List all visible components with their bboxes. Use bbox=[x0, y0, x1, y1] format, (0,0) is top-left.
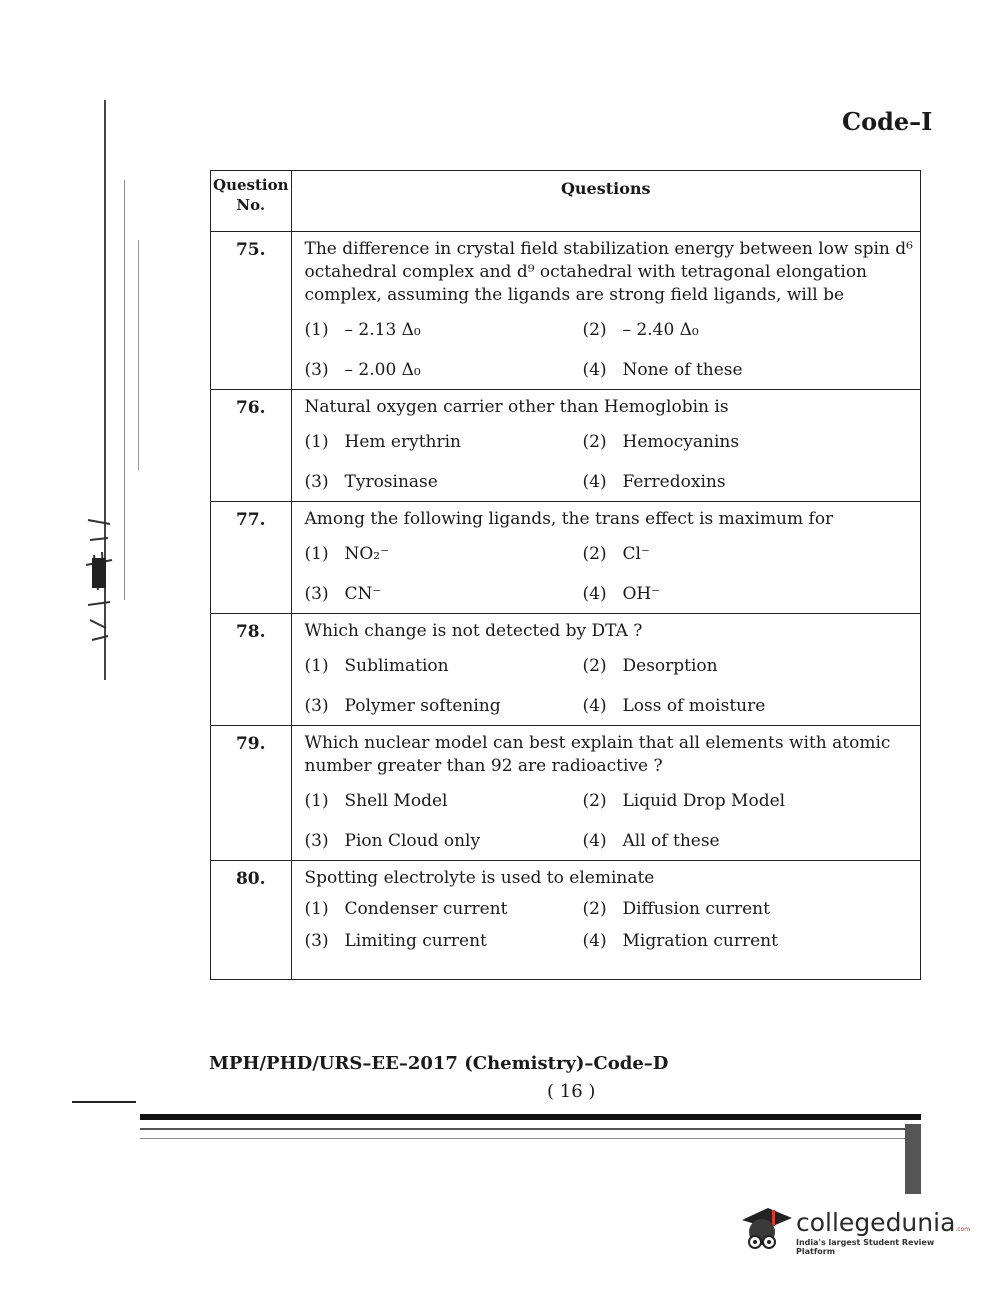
question-row bbox=[211, 232, 921, 390]
option-text: – 2.00 Δ₀ bbox=[344, 360, 421, 380]
scan-rule bbox=[72, 1101, 136, 1103]
questions-table bbox=[210, 170, 921, 980]
option bbox=[583, 359, 921, 381]
question-number: 79. bbox=[211, 726, 292, 861]
option bbox=[305, 319, 583, 341]
option-text: Shell Model bbox=[344, 791, 448, 811]
option-text: Hem erythrin bbox=[344, 432, 461, 452]
question-number-header: Question No. bbox=[211, 171, 292, 232]
option-number: (3) bbox=[304, 931, 329, 951]
option bbox=[305, 431, 583, 453]
option-number: (4) bbox=[582, 831, 607, 851]
option bbox=[305, 830, 583, 852]
option-text: OH⁻ bbox=[622, 584, 661, 604]
question-body bbox=[291, 726, 921, 861]
option bbox=[583, 830, 921, 852]
brand-text bbox=[796, 1208, 970, 1256]
options-grid bbox=[305, 543, 921, 605]
question-body bbox=[291, 614, 921, 726]
option-number: (3) bbox=[304, 696, 329, 716]
option bbox=[583, 790, 921, 812]
margin-line bbox=[138, 240, 139, 470]
option-number: (2) bbox=[582, 791, 607, 811]
option-text: All of these bbox=[622, 831, 720, 851]
mascot-icon bbox=[738, 1198, 794, 1256]
option-text: Loss of moisture bbox=[622, 696, 766, 716]
question-text: Among the following ligands, the trans effect is maximum for bbox=[304, 509, 834, 529]
question-row bbox=[211, 614, 921, 726]
options-grid bbox=[305, 790, 921, 852]
option bbox=[583, 431, 921, 453]
question-text: Spotting electrolyte is used to eleminate bbox=[304, 868, 655, 888]
option-text: Desorption bbox=[622, 656, 718, 676]
option-number: (2) bbox=[582, 320, 607, 340]
brand-name-line bbox=[796, 1208, 970, 1237]
brand-tagline: India's largest Student Review Platform bbox=[796, 1238, 935, 1256]
option-text: Sublimation bbox=[344, 656, 449, 676]
question-body bbox=[291, 390, 921, 502]
question-text: Which nuclear model can best explain that all elements with atomic number greater than 92 are radioactive ? bbox=[304, 733, 891, 776]
option-text: Ferredoxins bbox=[622, 472, 726, 492]
option-text: Cl⁻ bbox=[622, 544, 650, 564]
option-text: Liquid Drop Model bbox=[622, 791, 786, 811]
code-label: Code–I bbox=[842, 107, 933, 136]
option-number: (4) bbox=[582, 584, 607, 604]
margin-stamp bbox=[80, 510, 120, 670]
option-text: – 2.13 Δ₀ bbox=[344, 320, 421, 340]
option bbox=[305, 695, 583, 717]
question-row bbox=[211, 861, 921, 980]
option-number: (1) bbox=[304, 432, 329, 452]
option-text: – 2.40 Δ₀ bbox=[622, 320, 699, 340]
option-text: Limiting current bbox=[344, 931, 487, 951]
scan-rule bbox=[140, 1114, 921, 1120]
option bbox=[305, 359, 583, 381]
question-text: Which change is not detected by DTA ? bbox=[304, 621, 643, 641]
option bbox=[305, 471, 583, 493]
option-number: (2) bbox=[582, 432, 607, 452]
option bbox=[583, 695, 921, 717]
brand-name: collegedunia bbox=[796, 1208, 956, 1237]
options-grid bbox=[305, 898, 921, 952]
option-text: Diffusion current bbox=[622, 899, 770, 919]
scan-shadow bbox=[905, 1124, 921, 1194]
scan-rule bbox=[140, 1138, 921, 1139]
options-grid bbox=[305, 655, 921, 717]
option-number: (1) bbox=[304, 320, 329, 340]
option bbox=[583, 583, 921, 605]
option bbox=[305, 543, 583, 565]
table-header-row bbox=[211, 171, 921, 232]
question-text: Natural oxygen carrier other than Hemoglobin is bbox=[304, 397, 729, 417]
option-number: (2) bbox=[582, 899, 607, 919]
option bbox=[305, 655, 583, 677]
option bbox=[305, 790, 583, 812]
question-number: 76. bbox=[211, 390, 292, 502]
question-number: 77. bbox=[211, 502, 292, 614]
option-number: (3) bbox=[304, 360, 329, 380]
question-body bbox=[291, 502, 921, 614]
question-number: 75. bbox=[211, 232, 292, 390]
option-number: (1) bbox=[304, 544, 329, 564]
question-body bbox=[291, 232, 921, 390]
option-text: None of these bbox=[622, 360, 743, 380]
options-grid bbox=[305, 319, 921, 381]
question-number: 78. bbox=[211, 614, 292, 726]
option bbox=[583, 930, 921, 952]
option bbox=[305, 930, 583, 952]
option-text: NO₂⁻ bbox=[344, 544, 390, 564]
page-number: ( 16 ) bbox=[547, 1081, 596, 1102]
option-number: (3) bbox=[304, 584, 329, 604]
option-text: Polymer softening bbox=[344, 696, 501, 716]
question-row bbox=[211, 726, 921, 861]
option-text: Migration current bbox=[622, 931, 778, 951]
options-grid bbox=[305, 431, 921, 493]
option-text: Condenser current bbox=[344, 899, 508, 919]
option-number: (4) bbox=[582, 360, 607, 380]
collegedunia-logo[interactable] bbox=[738, 1198, 971, 1258]
option bbox=[305, 898, 583, 920]
option-number: (1) bbox=[304, 656, 329, 676]
option-number: (4) bbox=[582, 931, 607, 951]
option bbox=[305, 583, 583, 605]
option-number: (3) bbox=[304, 831, 329, 851]
option-number: (1) bbox=[304, 791, 329, 811]
option-number: (4) bbox=[582, 472, 607, 492]
option bbox=[583, 319, 921, 341]
question-row bbox=[211, 390, 921, 502]
option-number: (2) bbox=[582, 656, 607, 676]
option-text: Tyrosinase bbox=[344, 472, 438, 492]
option bbox=[583, 543, 921, 565]
question-number: 80. bbox=[211, 861, 292, 980]
option-number: (2) bbox=[582, 544, 607, 564]
question-body bbox=[291, 861, 921, 980]
option-number: (1) bbox=[304, 899, 329, 919]
margin-line bbox=[124, 180, 125, 600]
exam-footer: MPH/PHD/URS–EE–2017 (Chemistry)–Code–D bbox=[209, 1053, 669, 1074]
option bbox=[583, 471, 921, 493]
brand-suffix: .com bbox=[955, 1226, 971, 1233]
option-number: (4) bbox=[582, 696, 607, 716]
option-text: Pion Cloud only bbox=[344, 831, 481, 851]
option bbox=[583, 655, 921, 677]
option-text: CN⁻ bbox=[344, 584, 382, 604]
question-text: The difference in crystal field stabilization energy between low spin d⁶ octahedral complex and d⁹ octahedral with tetragonal elongation complex, assuming the ligands are strong field ligands, will be bbox=[304, 239, 913, 305]
questions-header: Questions bbox=[291, 171, 921, 232]
option-text: Hemocyanins bbox=[622, 432, 740, 452]
option-number: (3) bbox=[304, 472, 329, 492]
question-row bbox=[211, 502, 921, 614]
scan-rule bbox=[140, 1128, 921, 1130]
option bbox=[583, 898, 921, 920]
